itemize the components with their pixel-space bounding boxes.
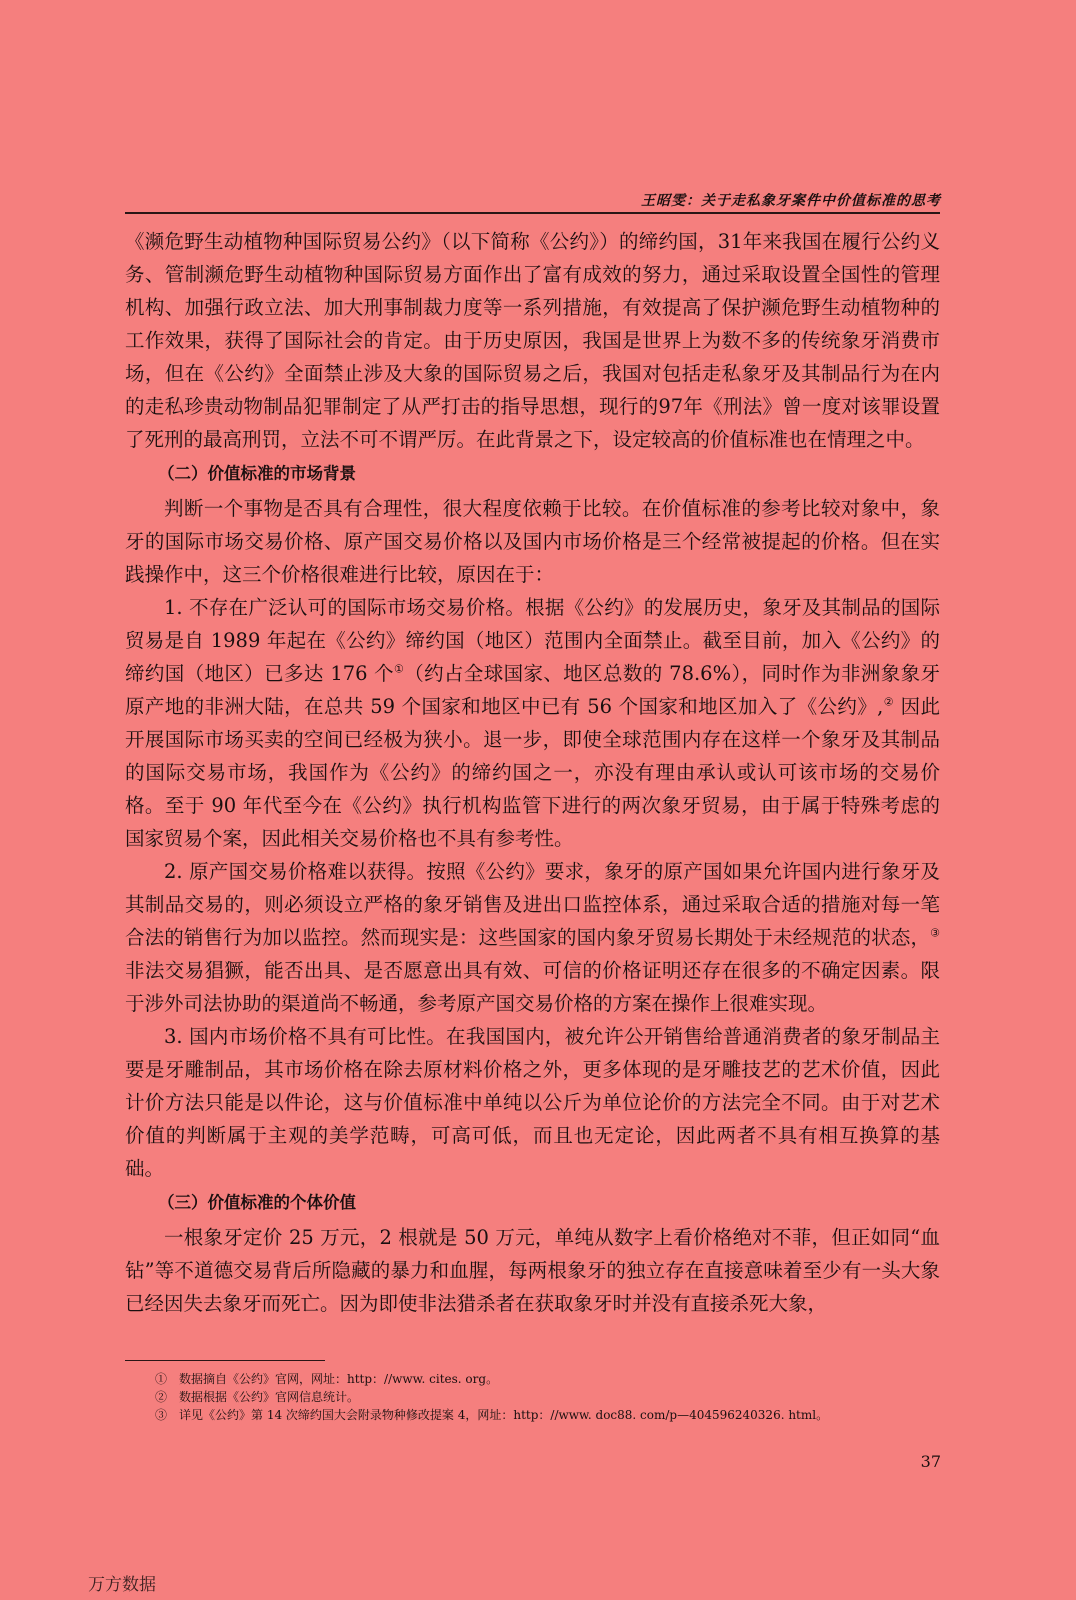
watermark: 万方数据 bbox=[88, 1575, 156, 1595]
footnote-1: ① 数据摘自《公约》官网，网址：http：//www. cites. org。 bbox=[155, 1372, 499, 1386]
paragraph-3-part-a: 1. 不存在广泛认可的国际市场交易价格。根据《公约》的发展历史，象牙及其制品的国际贸易是自 1989 年起在《公约》缔约国（地区）范围内全面禁止。截至目前，加入《公约》的缔约国（地区）已多达 176 个 bbox=[125, 596, 940, 685]
footnote-2: ② 数据根据《公约》官网信息统计。 bbox=[155, 1390, 360, 1404]
section-heading-3: （三）价值标准的个体价值 bbox=[158, 1193, 356, 1212]
footnote-ref-3[interactable]: ③ bbox=[930, 926, 940, 940]
section-heading-2: （二）价值标准的市场背景 bbox=[158, 464, 356, 483]
paragraph-3-part-c: 因此开展国际市场买卖的空间已经极为狭小。退一步，即使全球范围内存在这样一个象牙及其制品的国际交易市场，我国作为《公约》的缔约国之一，亦没有理由承认或认可该市场的交易价格。至于 90 年代至今在《公约》执行机构监管下进行的两次象牙贸易，由于属于特殊考虑的国家贸易个案，因此相关交易价格也不具有参考性。 bbox=[125, 695, 940, 850]
header-rule bbox=[125, 212, 940, 214]
footnote-ref-2[interactable]: ② bbox=[883, 695, 895, 709]
paragraph-6: 一根象牙定价 25 万元，2 根就是 50 万元，单纯从数字上看价格绝对不菲，但正如同“血钻”等不道德交易背后所隐藏的暴力和血腥，每两根象牙的独立存在直接意味着至少有一头大象已经因失去象牙而死亡。因为即使非法猎杀者在获取象牙时并没有直接杀死大象， bbox=[125, 1226, 940, 1315]
footnote-ref-1[interactable]: ① bbox=[393, 662, 405, 676]
paragraph-1: 《濒危野生动植物种国际贸易公约》（以下简称《公约》）的缔约国，31年来我国在履行公约义务、管制濒危野生动植物种国际贸易方面作出了富有成效的努力，通过采取设置全国性的管理机构、加强行政立法、加大刑事制裁力度等一系列措施，有效提高了保护濒危野生动植物种的工作效果，获得了国际社会的肯定。由于历史原因，我国是世界上为数不多的传统象牙消费市场，但在《公约》全面禁止涉及大象的国际贸易之后，我国对包括走私象牙及其制品行为在内的走私珍贵动物制品犯罪制定了从严打击的指导思想，现行的97年《刑法》曾一度对该罪设置了死刑的最高刑罚，立法不可不谓严厉。在此背景之下，设定较高的价值标准也在情理之中。 bbox=[125, 230, 940, 451]
running-head: 王昭雯：关于走私象牙案件中价值标准的思考 bbox=[641, 193, 941, 209]
paragraph-3-part-b: （约占全球国家、地区总数的 78.6%），同时作为非洲象象牙原产地的非洲大陆，在总共 59 个国家和地区中已有 56 个国家和地区加入了《公约》, bbox=[125, 662, 940, 718]
footnote-3: ③ 详见《公约》第 14 次缔约国大会附录物种修改提案 4，网址：http：//www. doc88. com/p—404596240326. html。 bbox=[155, 1408, 829, 1422]
paragraph-4-part-a: 2. 原产国交易价格难以获得。按照《公约》要求，象牙的原产国如果允许国内进行象牙及其制品交易的，则必须设立严格的象牙销售及进出口监控体系，通过采取合适的措施对每一笔合法的销售行为加以监控。然而现实是：这些国家的国内象牙贸易长期处于未经规范的状态， bbox=[125, 860, 940, 949]
page-number: 37 bbox=[920, 1452, 941, 1471]
paragraph-4-part-b: 非法交易猖獗，能否出具、是否愿意出具有效、可信的价格证明还存在很多的不确定因素。限于涉外司法协助的渠道尚不畅通，参考原产国交易价格的方案在操作上很难实现。 bbox=[125, 959, 940, 1015]
paragraph-5: 3. 国内市场价格不具有可比性。在我国国内，被允许公开销售给普通消费者的象牙制品主要是牙雕制品，其市场价格在除去原材料价格之外，更多体现的是牙雕技艺的艺术价值，因此计价方法只能是以件论，这与价值标准中单纯以公斤为单位论价的方法完全不同。由于对艺术价值的判断属于主观的美学范畴，可高可低，而且也无定论，因此两者不具有相互换算的基础。 bbox=[125, 1025, 940, 1180]
footnotes bbox=[155, 1370, 935, 1424]
article-body bbox=[125, 225, 940, 1320]
paragraph-4 bbox=[125, 855, 940, 1020]
paragraph-2: 判断一个事物是否具有合理性，很大程度依赖于比较。在价值标准的参考比较对象中，象牙的国际市场交易价格、原产国交易价格以及国内市场价格是三个经常被提起的价格。但在实践操作中，这三个价格很难进行比较，原因在于： bbox=[125, 497, 940, 586]
footnote-rule bbox=[125, 1360, 325, 1361]
paragraph-3 bbox=[125, 591, 940, 855]
